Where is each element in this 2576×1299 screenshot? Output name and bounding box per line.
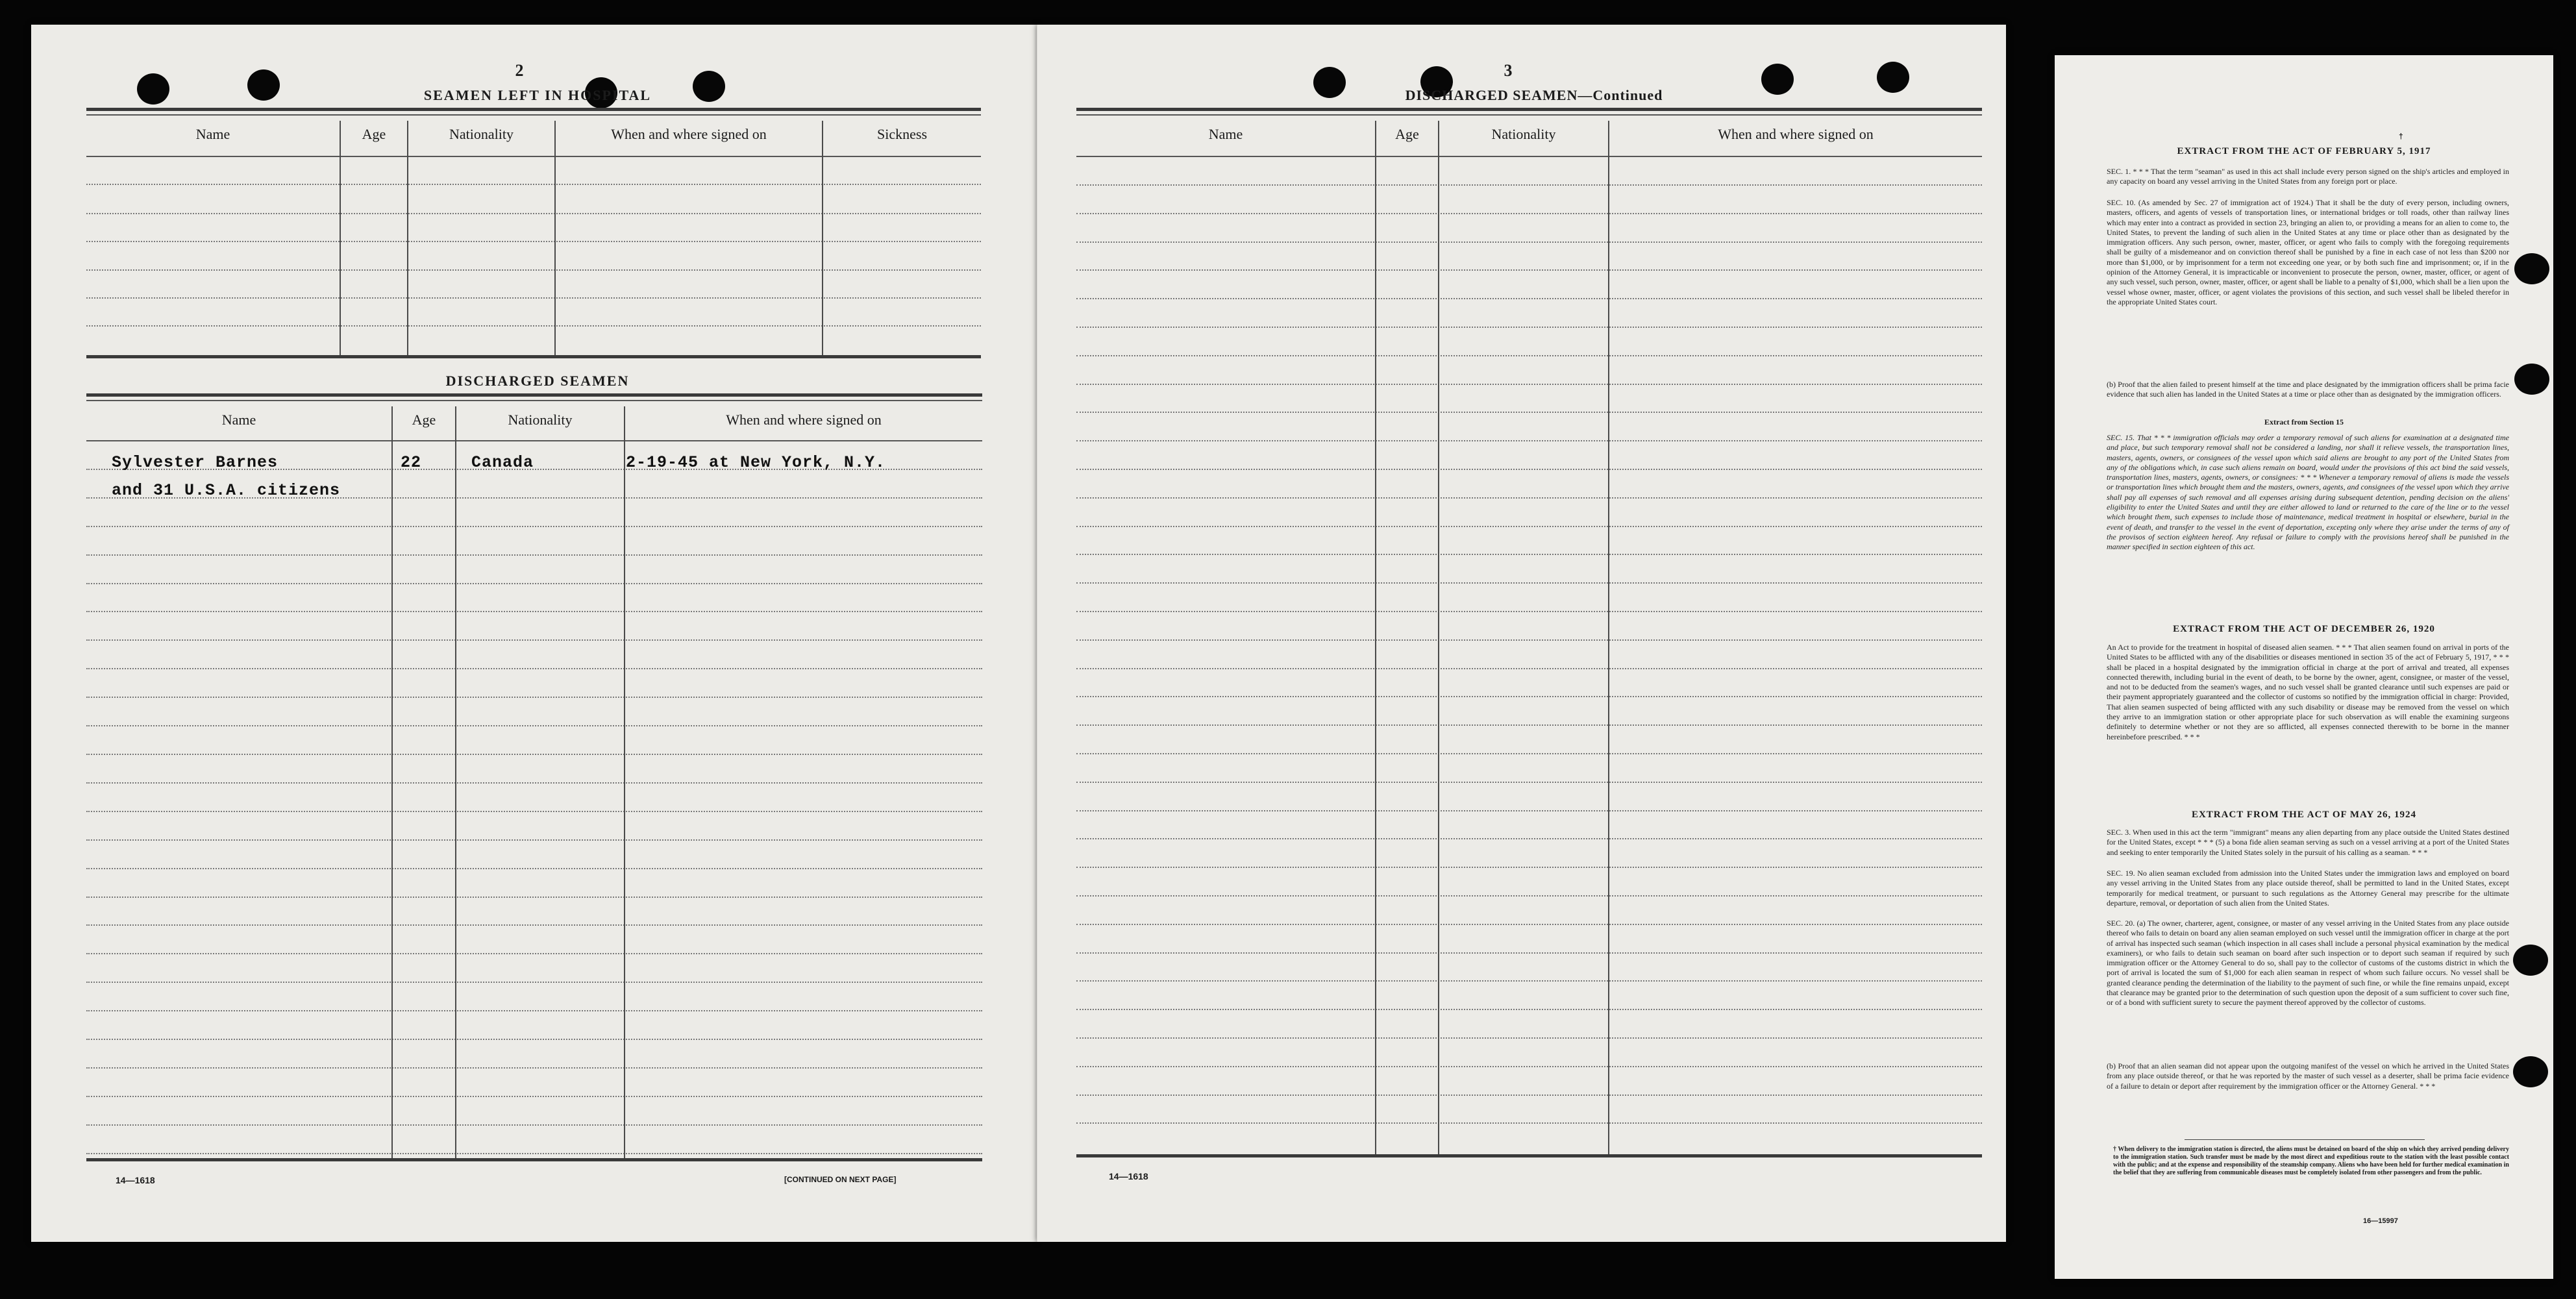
table-row-line: [86, 1153, 982, 1154]
extract-paragraph: SEC. 3. When used in this act the term "immigrant" means any alien departing from any place outside the United States destined for the United States, except * * * (5) a bona fide alien seaman serving as such on a vessel arriving at a port of the United States and seeking to enter temporarily the United States solely in the pursuit of his calling as a seaman. * * *: [2107, 828, 2509, 857]
table-row-line: [86, 868, 982, 869]
table-row-line: [1076, 810, 1982, 811]
table-row-line: [1076, 1009, 1982, 1010]
table-row-line: [1076, 384, 1982, 385]
extract-paragraph: SEC. 20. (a) The owner, charterer, agent, consignee, or master of any vessel arriving in the United States from any place outside thereof who fails to detain on board any alien seaman employed on such vessel until the immigration officer in charge at the port of arrival has inspected such seaman (which inspection in all cases shall include a personal physical examination by the medical examiners), or who fails to detain such seaman on board after such inspection or to deport such seaman if required by such immigration officer or the Attorney General to do so, shall pay to the collector of customs of the customs district in which the port of arrival is located the sum of $1,000 for each alien seaman in respect of whom such failure occurs. No vessel shall be granted clearance pending the determination of the liability to the payment of such fine, or while the fine remains unpaid, except that clearance may be granted prior to the determination of such question upon the deposit of a sum sufficient to cover such fine, or of a bond with sufficient surety to secure the payment thereof approved by the collector of customs.: [2107, 919, 2509, 1008]
table-row-line: [86, 1096, 982, 1097]
discharged-section-title: DISCHARGED SEAMEN: [445, 373, 630, 389]
col-header-nationality: Nationality: [508, 412, 573, 428]
table-row-line: [86, 811, 982, 812]
table-row-line: [86, 839, 982, 841]
seaman-nationality: Canada: [471, 453, 534, 472]
table-row-line: [86, 668, 982, 669]
extract-heading: EXTRACT FROM THE ACT OF MAY 26, 1924: [2191, 810, 2417, 820]
table-row-line: [1076, 980, 1982, 982]
punch-hole: [1877, 62, 1909, 93]
col-header-signed-on: When and where signed on: [1718, 126, 1874, 142]
table-row-line: [1076, 327, 1982, 328]
table-row-line: [1076, 184, 1982, 186]
dagger-mark: †: [2399, 132, 2403, 141]
table-row-line: [86, 526, 982, 527]
col-header-signed-on: When and where signed on: [611, 126, 767, 142]
table-row-line: [86, 754, 982, 755]
col-header-name: Name: [1208, 126, 1243, 142]
table-row-line: [86, 554, 982, 556]
footnote: † When delivery to the immigration station is directed, the aliens must be detained on board of the ship on which they arrived pending delivery to the immigration station. Such transfer must be made by the most direct and expeditious route to the station with the least possible contact with the public; and at the expense and responsibility of the steamship company. Aliens who have been held for further medical examination in the belief that they are suffering from communicable diseases must be completely isolated from other passengers and from the public.: [2113, 1146, 2509, 1176]
extract-paragraph: (b) Proof that an alien seaman did not appear upon the outgoing manifest of the vessel on which he arrived in the United States from any place outside thereof, or that he was reported by the master of such vessel as a deserter, shall be prima facie evidence of a failure to detain or deport after requirement by the immigration officer or the Attorney General. * * *: [2107, 1061, 2509, 1091]
table-row-line: [1076, 924, 1982, 925]
table-row-line: [1076, 213, 1982, 214]
extract-paragraph: SEC. 1. * * * That the term "seaman" as used in this act shall include every person signed on the ship's articles and employed in any capacity on board any vessel arriving in the United States from any foreign port or place.: [2107, 167, 2509, 186]
page-number: 3: [1504, 61, 1513, 80]
col-header-name: Name: [195, 126, 230, 142]
hospital-section-title: SEAMEN LEFT IN HOSPITAL: [423, 87, 652, 103]
table-row-line: [86, 897, 982, 898]
extract-paragraph: SEC. 15. That * * * immigration officials may order a temporary removal of such aliens for examination at a designated time and place, but such temporary removal shall not be considered a landing, nor shall it relieve vessels, the transportation lines, masters, agents, owners, or consignees of the vessel upon which said aliens are brought to any port of the United States from any of the obligations which, in case such aliens remain on board, would under the provisions of this act bind the said vessels, transportation lines, masters, agents, owners, or consignees: * * * Whenever a temporary removal of aliens is made the vessels or transportation lines which brought them and the masters, owners, agents, and consignees of the vessel upon which they arrive shall pay all expenses of such removal and all expenses arising during subsequent detention, pending decision on the aliens' eligibility to enter the United States and until they are either allowed to land or returned to the care of the line or to the vessel which brought them, such expenses to include those of maintenance, medical treatment in hospital or elsewhere, burial in the event of death, and transfer to the vessel in the event of deportation, excepting only where they arise under the terms of any of the provisos of section eighteen hereof. Any refusal or failure to comply with the provisions hereof shall be punished in the manner specified in section eighteen of this act.: [2107, 433, 2509, 552]
table-row-line: [86, 697, 982, 698]
seaman-age: 22: [401, 453, 422, 472]
col-header-nationality: Nationality: [1491, 126, 1556, 142]
seaman-signed-on: 2-19-45 at New York, N.Y.: [626, 453, 886, 472]
table-row-line: [86, 725, 982, 726]
extract-paragraph: SEC. 19. No alien seaman excluded from admission into the United States under the immigration laws and employed on board any vessel arriving in the United States from any place outside thereof, shall be permitted to land in the United States, except temporarily for medical treatment, or pursuant to such regulations as the Attorney General may prescribe for the ultimate departure, removal, or deportation of such alien from the United States.: [2107, 869, 2509, 908]
punch-hole: [247, 69, 280, 101]
table-row-line: [86, 583, 982, 584]
table-row-line: [86, 1067, 982, 1069]
extract-subheading: Extract from Section 15: [2264, 417, 2344, 427]
table-row-line: [1076, 298, 1982, 299]
extract-paragraph: (b) Proof that the alien failed to present himself at the time and place designated by the immigration officers shall be prima facie evidence that such alien has landed in the United States at a time or place other than as designated by the immigration officers.: [2107, 380, 2509, 399]
seaman-name: and 31 U.S.A. citizens: [112, 481, 341, 500]
table-row-line: [1076, 497, 1982, 499]
extract-paragraph: An Act to provide for the treatment in hospital of diseased alien seamen. * * * That alien seamen found on arrival in ports of the United States to be afflicted with any of the disabilities or diseases mentioned in section 35 of the act of February 5, 1917, * * * shall be placed in a hospital designated by the immigration official in charge at the port of arrival and treated, all expenses connected therewith, including burial in the event of death, to be borne by the owner, agent, consignee, or master of the vessel, and not to be deducted from the seamen's wages, and no such vessel shall be granted clearance until such expenses are paid or their payment appropriately guaranteed and the collector of customs so notified by the immigration official in charge: Provided, That alien seamen suspected of being afflicted with any such disability or disease may be removed from the vessel on which they arrive to an immigration station or other appropriate place for such observation as will enable the examining surgeons definitely to determine whether or not they are so afflicted, all expenses connected therewith to be borne in the manner hereinbefore prescribed. * * *: [2107, 643, 2509, 741]
table-row-line: [1076, 355, 1982, 356]
form-number: 16—15997: [2363, 1217, 2398, 1225]
table-row-line: [1076, 952, 1982, 954]
table-row-line: [1076, 838, 1982, 839]
extract-heading: EXTRACT FROM THE ACT OF DECEMBER 26, 1920: [2173, 624, 2435, 634]
manifest-page-3: [1037, 25, 2006, 1242]
table-row-line: [86, 1010, 982, 1011]
table-row-line: [1076, 269, 1982, 271]
manifest-page-2: [31, 25, 1037, 1242]
table-row-line: [1076, 412, 1982, 413]
table-row-line: [1076, 554, 1982, 555]
table-row-line: [1076, 440, 1982, 441]
continued-note: [CONTINUED ON NEXT PAGE]: [784, 1175, 897, 1184]
legal-extract-slip: [2055, 55, 2553, 1279]
extract-paragraph: SEC. 10. (As amended by Sec. 27 of immigration act of 1924.) That it shall be the duty of every person, including owners, masters, officers, and agents of vessels of transportation lines, or international bridges or toll roads, other than railway lines which may enter into a contract as provided in section 23, bringing an alien to, or providing a means for an alien to come to, the United States, to prevent the landing of such alien in the United States at any time or place other than as designated by the immigration officers. Any such person, owner, master, officer, or agent who fails to comply with the foregoing requirements shall be guilty of a misdemeanor and on conviction thereof shall be punished by a fine in each case of not less than $200 nor more than $1,000, or by imprisonment for a term not exceeding one year, or by both such fine and imprisonment; or, if in the opinion of the Attorney General, it is impracticable or inconvenient to prosecute the person, owner, master, officer, or agent of any such vessel, such person, owner, master, officer, or agent shall be liable to a penalty of $1,000, which shall be a lien upon the vessel whose owner, master, officer, or agent violates the provisions of this section, and such vessel shall be libeled therefor in the appropriate United States court.: [2107, 198, 2509, 306]
table-row-line: [1076, 582, 1982, 584]
punch-hole: [2513, 945, 2548, 976]
seaman-name: Sylvester Barnes: [112, 453, 279, 472]
table-row-line: [1076, 241, 1982, 243]
extract-heading: EXTRACT FROM THE ACT OF FEBRUARY 5, 1917: [2177, 146, 2431, 156]
table-row-line: [86, 611, 982, 612]
table-row-line: [1076, 469, 1982, 470]
col-header-nationality: Nationality: [449, 126, 514, 142]
page-title: DISCHARGED SEAMEN—Continued: [1405, 87, 1663, 103]
table-row-line: [1076, 526, 1982, 527]
table-row-line: [1076, 867, 1982, 868]
table-row-line: [1076, 1122, 1982, 1124]
table-row-line: [1076, 753, 1982, 754]
table-row-line: [1076, 782, 1982, 783]
col-header-age: Age: [412, 412, 436, 428]
table-row-line: [1076, 724, 1982, 726]
col-header-age: Age: [1395, 126, 1419, 142]
table-row-line: [1076, 1037, 1982, 1039]
punch-hole: [2513, 1056, 2548, 1087]
table-row-line: [1076, 696, 1982, 697]
table-row-line: [1076, 1095, 1982, 1096]
table-row-line: [1076, 611, 1982, 612]
table-row-line: [86, 782, 982, 784]
col-header-sickness: Sickness: [877, 126, 927, 142]
page-number: 2: [515, 61, 524, 80]
table-row-line: [86, 639, 982, 641]
col-header-signed-on: When and where signed on: [726, 412, 882, 428]
punch-hole: [2514, 253, 2549, 284]
form-number: 14—1618: [1109, 1171, 1148, 1181]
table-row-line: [86, 1124, 982, 1126]
table-row-line: [1076, 668, 1982, 669]
table-row-line: [1076, 895, 1982, 897]
table-row-line: [86, 982, 982, 983]
col-header-name: Name: [221, 412, 256, 428]
table-row-line: [86, 953, 982, 954]
form-number: 14—1618: [116, 1175, 155, 1185]
table-row-line: [86, 924, 982, 926]
punch-hole: [2514, 364, 2549, 395]
table-row-line: [1076, 1066, 1982, 1067]
punch-hole: [137, 73, 169, 105]
col-header-age: Age: [362, 126, 386, 142]
table-row-line: [1076, 639, 1982, 641]
table-row-line: [86, 1039, 982, 1040]
